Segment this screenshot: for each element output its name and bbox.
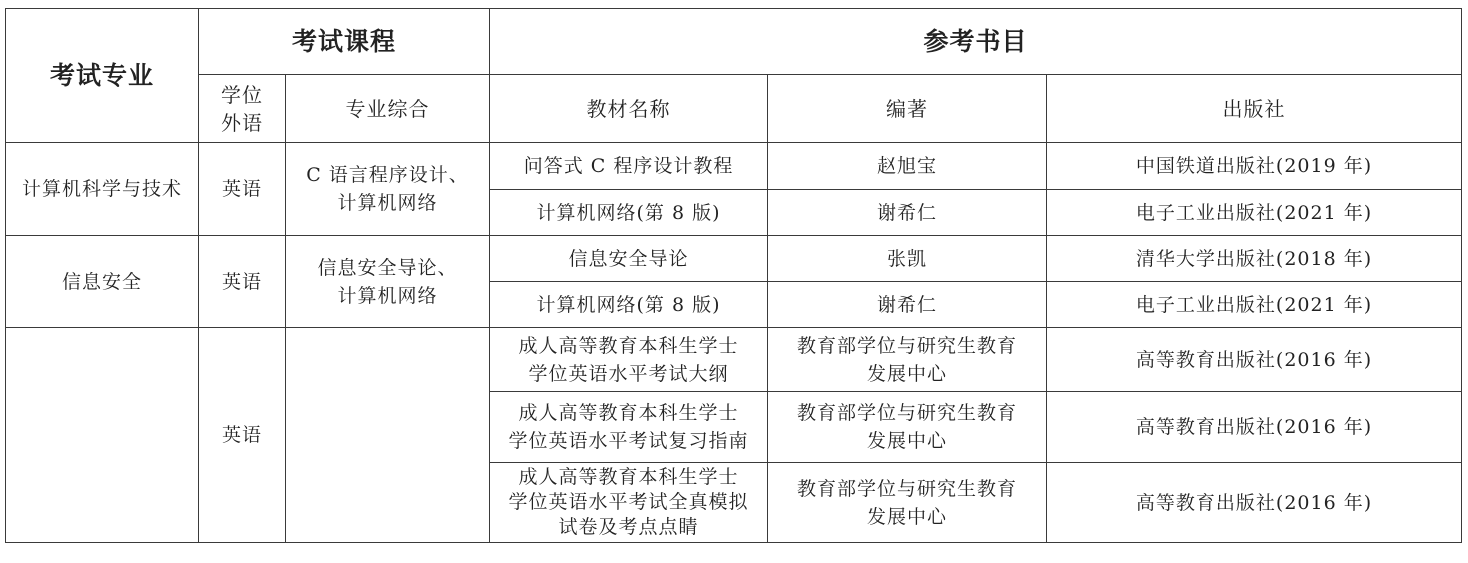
language-cell: 英语 (199, 236, 286, 328)
publisher-cell: 高等教育出版社(2016 年) (1047, 328, 1462, 392)
book-title-cell: 成人高等教育本科生学士 学位英语水平考试全真模拟 试卷及考点点睛 (490, 463, 768, 543)
author-cell: 谢希仁 (768, 190, 1047, 236)
language-cell: 英语 (199, 143, 286, 236)
author-cell: 教育部学位与研究生教育 发展中心 (768, 392, 1047, 463)
author-cell: 教育部学位与研究生教育 发展中心 (768, 463, 1047, 543)
header-publisher: 出版社 (1047, 75, 1462, 143)
book-title-cell: 问答式 C 程序设计教程 (490, 143, 768, 190)
header-major: 考试专业 (6, 9, 199, 143)
table-row (6, 143, 1462, 190)
book-title-cell: 计算机网络(第 8 版) (490, 282, 768, 328)
book-title-cell: 计算机网络(第 8 版) (490, 190, 768, 236)
book-title-cell: 信息安全导论 (490, 236, 768, 282)
comprehensive-cell: 信息安全导论、 计算机网络 (286, 236, 490, 328)
comprehensive-cell (286, 328, 490, 543)
publisher-cell: 高等教育出版社(2016 年) (1047, 463, 1462, 543)
book-title-cell: 成人高等教育本科生学士 学位英语水平考试大纲 (490, 328, 768, 392)
publisher-cell: 电子工业出版社(2021 年) (1047, 282, 1462, 328)
publisher-cell: 中国铁道出版社(2019 年) (1047, 143, 1462, 190)
table-row (6, 328, 1462, 392)
publisher-cell: 电子工业出版社(2021 年) (1047, 190, 1462, 236)
book-title-cell: 成人高等教育本科生学士 学位英语水平考试复习指南 (490, 392, 768, 463)
publisher-cell: 清华大学出版社(2018 年) (1047, 236, 1462, 282)
author-cell: 赵旭宝 (768, 143, 1047, 190)
major-cell: 信息安全 (6, 236, 199, 328)
header-book-title: 教材名称 (490, 75, 768, 143)
major-cell (6, 328, 199, 543)
author-cell: 张凯 (768, 236, 1047, 282)
exam-reference-table (5, 8, 1462, 543)
header-courses: 考试课程 (199, 9, 490, 75)
author-cell: 谢希仁 (768, 282, 1047, 328)
header-comprehensive: 专业综合 (286, 75, 490, 143)
table-row (6, 236, 1462, 282)
major-cell: 计算机科学与技术 (6, 143, 199, 236)
publisher-cell: 高等教育出版社(2016 年) (1047, 392, 1462, 463)
language-cell: 英语 (199, 328, 286, 543)
header-degree-language: 学位 外语 (199, 75, 286, 143)
header-author: 编著 (768, 75, 1047, 143)
header-books: 参考书目 (490, 9, 1462, 75)
comprehensive-cell: C 语言程序设计、 计算机网络 (286, 143, 490, 236)
author-cell: 教育部学位与研究生教育 发展中心 (768, 328, 1047, 392)
